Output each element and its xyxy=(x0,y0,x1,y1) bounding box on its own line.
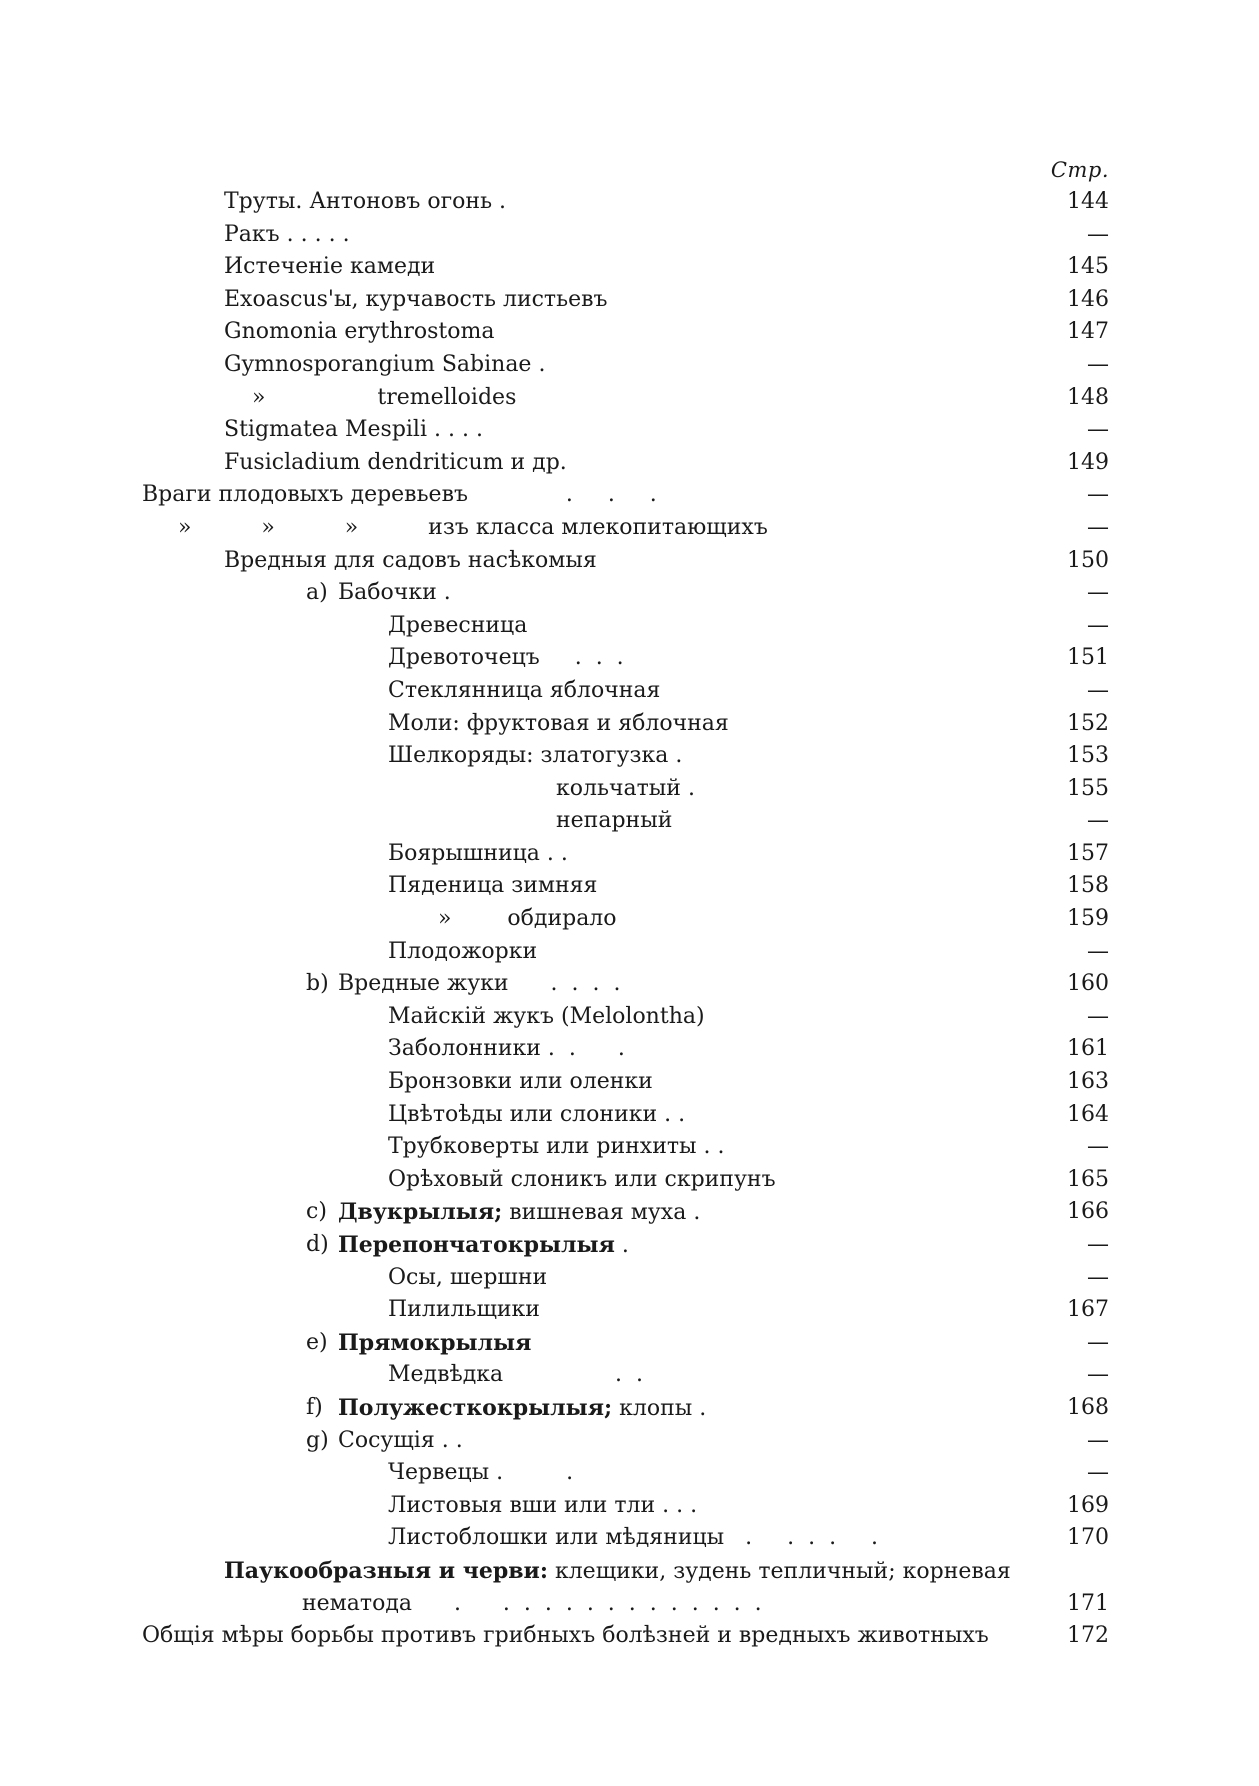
toc-row xyxy=(142,1033,1109,1066)
toc-title: Заболонники . . . xyxy=(388,1036,625,1062)
toc-row xyxy=(142,479,1109,512)
table-of-contents xyxy=(142,186,1109,1653)
toc-page-number: — xyxy=(1087,1460,1109,1486)
toc-section-label: f) xyxy=(306,1394,323,1420)
toc-page-number: 151 xyxy=(1067,645,1109,671)
toc-title: Сосущія . . xyxy=(338,1427,463,1453)
toc-page-number: 150 xyxy=(1067,547,1109,573)
toc-page-number: 153 xyxy=(1067,743,1109,769)
toc-title: Истеченіе камеди xyxy=(224,254,436,280)
toc-row xyxy=(142,1294,1109,1327)
toc-page-number: — xyxy=(1087,417,1109,443)
toc-page-number: 159 xyxy=(1067,906,1109,932)
toc-row xyxy=(142,349,1109,382)
toc-title: » tremelloides xyxy=(252,384,517,410)
toc-page-number: 148 xyxy=(1067,384,1109,410)
toc-row xyxy=(142,1490,1109,1523)
toc-title: Вредныя для садовъ насѣкомыя xyxy=(224,547,597,573)
toc-title: Шелкоряды: златогузка . xyxy=(388,743,683,769)
toc-row xyxy=(142,1588,1109,1621)
toc-page-number: — xyxy=(1087,1329,1109,1355)
toc-page-number: 168 xyxy=(1067,1394,1109,1420)
toc-row xyxy=(142,1522,1109,1555)
toc-row xyxy=(142,382,1109,415)
toc-row xyxy=(142,968,1109,1001)
toc-row xyxy=(142,1359,1109,1392)
page-column-header: Стр. xyxy=(1050,158,1109,182)
toc-section-label: a) xyxy=(306,580,328,606)
toc-title: Ракъ . . . . . xyxy=(224,221,350,247)
toc-row xyxy=(142,1164,1109,1197)
toc-title: Моли: фруктовая и яблочная xyxy=(388,710,729,736)
toc-row xyxy=(142,675,1109,708)
toc-page-number: 163 xyxy=(1067,1069,1109,1095)
toc-title-group xyxy=(224,1555,1011,1589)
toc-title: Exoascus'ы, курчавость листьевъ xyxy=(224,286,608,312)
toc-row xyxy=(142,219,1109,252)
toc-page-number: — xyxy=(1087,1264,1109,1290)
toc-title: Stigmatea Mespili . . . . xyxy=(224,417,483,443)
toc-title: Орѣховый слоникъ или скрипунъ xyxy=(388,1166,776,1192)
toc-title: Древесница xyxy=(388,612,528,638)
toc-page-number: 167 xyxy=(1067,1297,1109,1323)
toc-page-number: — xyxy=(1087,1232,1109,1257)
toc-page-number: — xyxy=(1087,938,1109,964)
toc-title-bold: Полужесткокрылыя; xyxy=(338,1394,613,1421)
toc-page-number: 146 xyxy=(1067,286,1109,312)
toc-page-number: 172 xyxy=(1067,1623,1109,1649)
toc-page-number: — xyxy=(1087,482,1109,508)
toc-row xyxy=(142,1327,1109,1360)
toc-row xyxy=(142,1425,1109,1458)
toc-page-number: 164 xyxy=(1067,1101,1109,1127)
toc-page-number: — xyxy=(1087,677,1109,703)
toc-page-number: 166 xyxy=(1067,1199,1109,1225)
toc-row xyxy=(142,610,1109,643)
toc-row xyxy=(142,577,1109,610)
toc-title: клещики, зудень тепличный; корневая xyxy=(547,1558,1011,1584)
toc-row xyxy=(142,251,1109,284)
toc-title: Gnomonia erythrostoma xyxy=(224,319,495,345)
toc-page-number: 149 xyxy=(1067,449,1109,475)
toc-title: Пилильщики xyxy=(388,1297,540,1323)
toc-page-number: 160 xyxy=(1067,971,1109,997)
toc-row xyxy=(142,1196,1109,1229)
toc-page-number: 147 xyxy=(1067,319,1109,345)
toc-title: » обдирало xyxy=(438,906,617,932)
toc-page-number: — xyxy=(1087,1134,1109,1160)
toc-row xyxy=(142,414,1109,447)
toc-title: клопы . xyxy=(612,1395,707,1421)
toc-title: Червецы . . xyxy=(388,1460,574,1486)
toc-page-number: — xyxy=(1087,351,1109,377)
toc-title-group xyxy=(338,1229,629,1263)
toc-title-bold: Паукообразныя и черви: xyxy=(224,1557,548,1584)
toc-section-label: c) xyxy=(306,1199,327,1225)
toc-title: » » » изъ класса млекопитающихъ xyxy=(178,514,768,540)
toc-page-number: 158 xyxy=(1067,873,1109,899)
toc-row xyxy=(142,447,1109,480)
toc-title: кольчатый . xyxy=(556,775,695,801)
toc-title: Плодожорки xyxy=(388,938,538,964)
toc-title-bold: Прямокрылыя xyxy=(338,1329,532,1356)
toc-page-number: 157 xyxy=(1067,840,1109,866)
toc-row xyxy=(142,1555,1109,1588)
toc-row xyxy=(142,186,1109,219)
toc-section-label: b) xyxy=(306,971,329,997)
toc-section-label: g) xyxy=(306,1427,329,1453)
toc-title-bold: Двукрылыя; xyxy=(338,1199,503,1226)
toc-row xyxy=(142,1620,1109,1653)
toc-row xyxy=(142,1099,1109,1132)
toc-page-number: 165 xyxy=(1067,1166,1109,1192)
toc-title: Листовыя вши или тли . . . xyxy=(388,1492,698,1518)
toc-row xyxy=(142,936,1109,969)
toc-section-label: d) xyxy=(306,1232,329,1257)
toc-title: Цвѣтоѣды или слоники . . xyxy=(388,1101,686,1127)
toc-title-group xyxy=(338,1327,531,1361)
toc-title: Стеклянница яблочная xyxy=(388,677,661,703)
toc-page-number: — xyxy=(1087,514,1109,540)
toc-page-number: 170 xyxy=(1067,1525,1109,1551)
toc-page-number: 144 xyxy=(1067,189,1109,214)
toc-title: Бронзовки или оленки xyxy=(388,1069,653,1095)
toc-title: Gymnosporangium Sabinae . xyxy=(224,351,546,377)
toc-page-number: — xyxy=(1087,808,1109,834)
toc-title: Древоточецъ . . . xyxy=(388,645,624,671)
toc-page-number: 171 xyxy=(1067,1590,1109,1616)
toc-row xyxy=(142,642,1109,675)
toc-row xyxy=(142,1457,1109,1490)
toc-row xyxy=(142,903,1109,936)
toc-row xyxy=(142,1131,1109,1164)
toc-page-number: — xyxy=(1087,580,1109,606)
toc-row xyxy=(142,870,1109,903)
toc-title: . xyxy=(614,1233,629,1258)
toc-page-number: 169 xyxy=(1067,1492,1109,1518)
toc-page-number: 145 xyxy=(1067,254,1109,280)
toc-page-number: — xyxy=(1087,221,1109,247)
toc-page-number: 152 xyxy=(1067,710,1109,736)
toc-title: Враги плодовыхъ деревьевъ . . . xyxy=(142,482,657,508)
toc-title-bold: Перепончатокрылыя xyxy=(338,1232,615,1258)
toc-page-number: — xyxy=(1087,1427,1109,1453)
toc-title: Бабочки . xyxy=(338,580,451,606)
toc-title: вишневая муха . xyxy=(502,1200,701,1226)
toc-row xyxy=(142,708,1109,741)
toc-row xyxy=(142,1066,1109,1099)
toc-row xyxy=(142,284,1109,317)
toc-page-number: — xyxy=(1087,612,1109,638)
toc-section-label: e) xyxy=(306,1329,328,1355)
toc-title: Труты. Антоновъ огонь . xyxy=(224,189,507,214)
toc-title: Листоблошки или мѣдяницы . . . . . xyxy=(388,1525,879,1551)
toc-title-group xyxy=(338,1196,700,1230)
toc-title: Трубковерты или ринхиты . . xyxy=(388,1134,725,1160)
toc-page-number: 155 xyxy=(1067,775,1109,801)
toc-row xyxy=(142,838,1109,871)
toc-title: Вредные жуки . . . . xyxy=(338,971,621,997)
toc-row xyxy=(142,773,1109,806)
toc-row xyxy=(142,316,1109,349)
toc-title: Общія мѣры борьбы противъ грибныхъ болѣзней и вредныхъ животныхъ xyxy=(142,1623,989,1649)
toc-title: Fusicladium dendriticum и др. xyxy=(224,449,567,475)
toc-row xyxy=(142,1392,1109,1425)
toc-page-number: — xyxy=(1087,1003,1109,1029)
toc-title: непарный xyxy=(556,808,673,834)
toc-title: Осы, шершни xyxy=(388,1264,548,1290)
toc-row xyxy=(142,740,1109,773)
toc-row xyxy=(142,1001,1109,1034)
toc-page-number: 161 xyxy=(1067,1036,1109,1062)
toc-row xyxy=(142,1262,1109,1295)
toc-row xyxy=(142,545,1109,578)
toc-row xyxy=(142,512,1109,545)
toc-row xyxy=(142,1229,1109,1262)
toc-title: Медвѣдка . . xyxy=(388,1362,644,1388)
toc-title: Пяденица зимняя xyxy=(388,873,598,899)
toc-title: Майскій жукъ (Melolontha) xyxy=(388,1003,705,1029)
toc-page-number: — xyxy=(1087,1362,1109,1388)
toc-title: нематода . . . . . . . . . . . . . . xyxy=(302,1590,762,1616)
toc-row xyxy=(142,805,1109,838)
toc-title: Боярышница . . xyxy=(388,840,568,866)
toc-title-group xyxy=(338,1392,706,1426)
